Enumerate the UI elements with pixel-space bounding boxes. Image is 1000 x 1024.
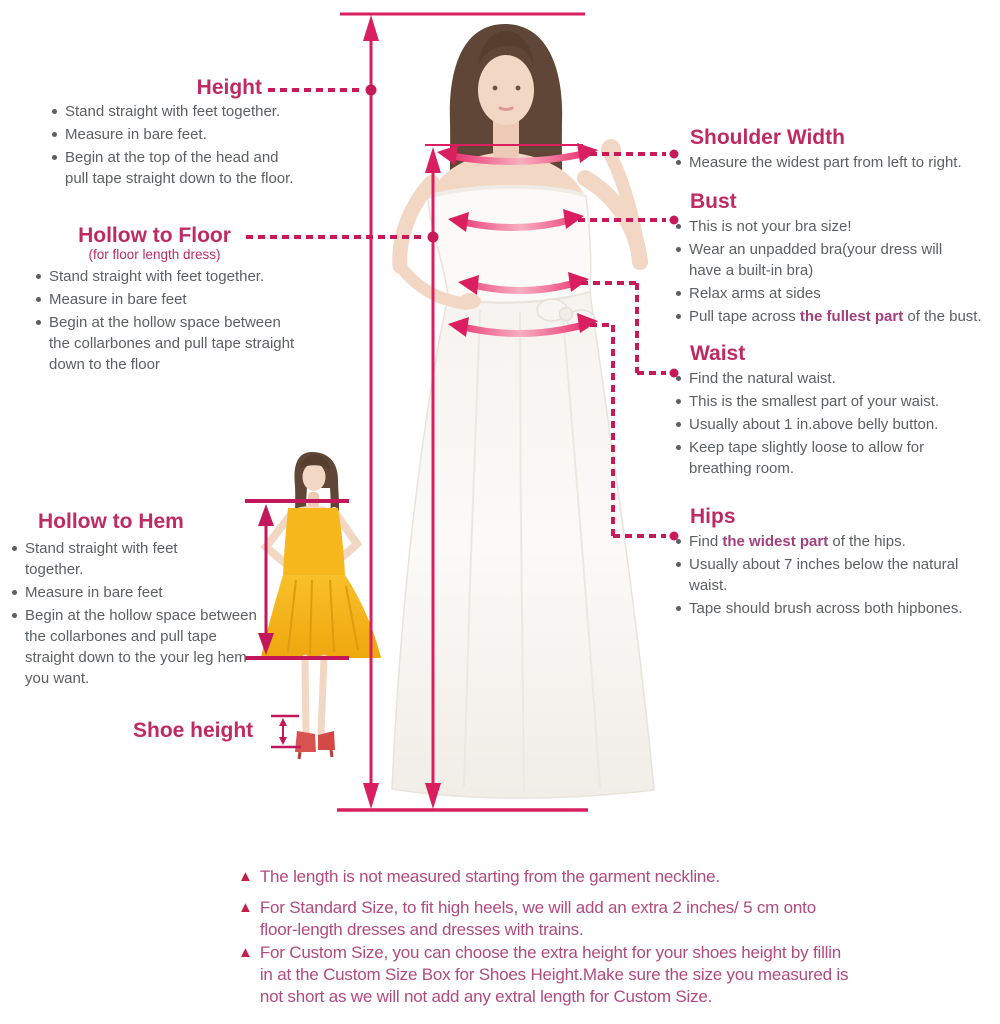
list-item: Tape should brush across both hipbones.	[676, 598, 996, 619]
note-custom-size	[238, 942, 848, 1008]
bullet-dot-icon	[36, 297, 41, 302]
list-item: Measure the widest part from left to right.	[676, 152, 996, 173]
note-neckline	[238, 866, 720, 888]
note-line: not short as we will not add any extral length for Custom Size.	[259, 987, 713, 1006]
bullet-dot-icon	[676, 291, 681, 296]
list-item: Stand straight with feet together.	[12, 538, 292, 580]
height-title: Height	[196, 76, 262, 99]
height-callout-dash	[268, 85, 377, 96]
bullet-dot-icon	[12, 613, 17, 618]
hollow-to-floor-title: Hollow to Floor	[78, 224, 231, 247]
list-item: Usually about 1 in.above belly button.	[676, 414, 996, 435]
note-line: For Custom Size, you can choose the extra height for your shoes height by fillin	[259, 943, 842, 962]
bullet-dot-icon	[676, 376, 681, 381]
note-standard-size	[238, 897, 816, 941]
hollow-to-hem-section-title	[38, 510, 184, 533]
bullet-dot-icon	[676, 422, 681, 427]
list-item: This is not your bra size!	[676, 216, 996, 237]
bullet-dot-icon	[36, 320, 41, 325]
hips-title: Hips	[690, 505, 736, 528]
list-item: Measure in bare feet	[12, 582, 292, 603]
note-line: floor-length dresses and dresses with trains.	[259, 920, 584, 939]
hips-section	[676, 505, 996, 619]
warning-triangle-icon: ▲	[238, 868, 253, 885]
waist-section	[676, 342, 996, 479]
list-item: Find the widest part of the hips.	[676, 531, 996, 552]
hollow-to-floor-section-title	[62, 224, 247, 262]
bullet-dot-icon	[52, 155, 57, 160]
shoulder-width-section	[676, 126, 996, 173]
bullet-dot-icon	[676, 606, 681, 611]
hollow-to-floor-subtitle: (for floor length dress)	[88, 247, 221, 262]
list-item: This is the smallest part of your waist.	[676, 391, 996, 412]
height-section-bullets	[52, 101, 332, 189]
shoe-height-title: Shoe height	[133, 719, 254, 742]
bullet-dot-icon	[12, 590, 17, 595]
shoe-height-section-title	[133, 719, 253, 742]
bullet-dot-icon	[676, 314, 681, 319]
list-item: Begin at the hollow space between the collarbones and pull tape straight down to the floor	[36, 312, 326, 375]
list-item: Relax arms at sides	[676, 283, 996, 304]
list-item: Stand straight with feet together.	[52, 101, 332, 122]
list-item: Measure in bare feet.	[52, 124, 332, 145]
bullet-dot-icon	[676, 562, 681, 567]
list-item: Pull tape across the fullest part of the bust.	[676, 306, 996, 327]
hollow-to-floor-section-bullets	[36, 266, 326, 375]
note-line: For Standard Size, to fit high heels, we will add an extra 2 inches/ 5 cm onto	[259, 898, 816, 917]
list-item: Keep tape slightly loose to allow for breathing room.	[676, 437, 996, 479]
bullet-dot-icon	[676, 399, 681, 404]
list-item: Wear an unpadded bra(your dress will have a built-in bra)	[676, 239, 996, 281]
bullet-dot-icon	[676, 539, 681, 544]
hollow-to-hem-title: Hollow to Hem	[38, 510, 184, 533]
highlighted-phrase: the widest part	[722, 533, 829, 550]
bullet-dot-icon	[52, 132, 57, 137]
bullet-dot-icon	[36, 274, 41, 279]
list-item: Stand straight with feet together.	[36, 266, 326, 287]
note-line: in at the Custom Size Box for Shoes Height.Make sure the size you measured is	[259, 965, 849, 984]
warning-triangle-icon: ▲	[238, 944, 253, 961]
list-item: Begin at the top of the head and pull tape straight down to the floor.	[52, 147, 332, 189]
note-line: The length is not measured starting from the garment neckline.	[259, 867, 720, 886]
bust-section	[676, 190, 996, 327]
list-item: Find the natural waist.	[676, 368, 996, 389]
list-item: Measure in bare feet	[36, 289, 326, 310]
bullet-dot-icon	[676, 160, 681, 165]
warning-triangle-icon: ▲	[238, 899, 253, 916]
hollow-to-hem-section-bullets	[12, 538, 292, 689]
list-item: Usually about 7 inches below the natural waist.	[676, 554, 996, 596]
shoulder-width-title: Shoulder Width	[690, 126, 845, 149]
list-item: Begin at the hollow space between the collarbones and pull tape straight down to the your leg hem you want.	[12, 605, 292, 689]
bust-title: Bust	[690, 190, 737, 213]
highlighted-phrase: the fullest part	[799, 308, 904, 325]
bullet-dot-icon	[52, 109, 57, 114]
bullet-dot-icon	[676, 247, 681, 252]
height-section-title	[60, 76, 262, 99]
waist-title: Waist	[690, 342, 746, 365]
bullet-dot-icon	[676, 224, 681, 229]
bullet-dot-icon	[12, 546, 17, 551]
bullet-dot-icon	[676, 445, 681, 450]
